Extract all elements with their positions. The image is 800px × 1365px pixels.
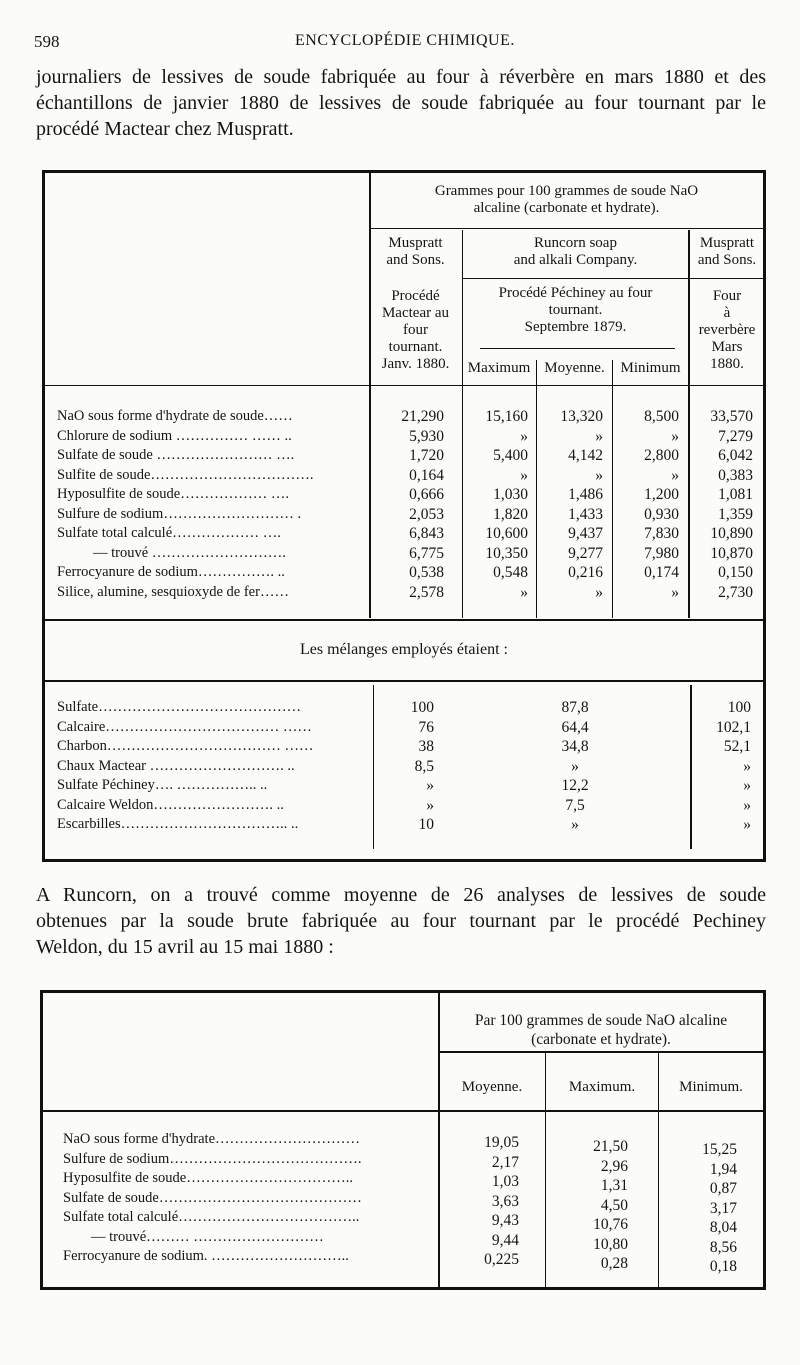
mix-label: Charbon……………………………… ……: [57, 738, 314, 754]
process-pechiney: Procédé Péchiney au four tournant. Septembre 1879.: [498, 285, 653, 335]
subcol-moyenne: Moyenne.: [544, 360, 605, 376]
intro-line: journaliers de lessives de soude fabriquée au four à réverbère en mars 1880 et des: [36, 66, 766, 88]
row-label: Sulfate de soude …………………… ….: [57, 447, 295, 463]
company-muspratt-2: Muspratt and Sons.: [697, 235, 757, 268]
row-labels-2: [63, 1130, 435, 1267]
row-label: Hyposulfite de soude……………… ….: [57, 486, 289, 502]
subcol-minimum-2: Minimum.: [679, 1079, 743, 1095]
col-maximum-2: 21,50 2,96 1,31 4,50 10,76 10,80 0,28: [593, 1138, 628, 1272]
mix-col-pechiney: 87,8 64,4 34,8 » 12,2 7,5 »: [561, 699, 589, 833]
mix-label: Escarbilles…………………………….. ..: [57, 816, 299, 832]
composition-table: [42, 170, 766, 862]
mix-col-reverbere: 100 102,1 52,1 » » » »: [716, 699, 751, 833]
process-mactear: Procédé Mactear au four tournant. Janv. 1880.: [381, 288, 450, 372]
subcol-maximum: Maximum: [467, 360, 531, 376]
intro-line: échantillons de janvier 1880 de lessives de soude fabriquée au four tournant par le: [36, 92, 766, 114]
mix-label: Calcaire……………………………… ……: [57, 718, 312, 735]
running-title: ENCYCLOPÉDIE CHIMIQUE.: [295, 32, 515, 49]
intro-line: procédé Mactear chez Muspratt.: [36, 118, 294, 140]
row-label: Sulfite de soude…………………………….: [57, 466, 314, 483]
row-label: — trouvé……… ………………………: [91, 1228, 324, 1245]
subcol-moyenne-2: Moyenne.: [461, 1079, 523, 1095]
row-label: Sulfure de sodium………………………………….: [63, 1150, 362, 1167]
row-label: — trouvé ……………………….: [93, 544, 286, 561]
row-label: Chlorure de sodium …………… …… ..: [57, 427, 292, 444]
col-minimum: 8,500 » 2,800 » 1,200 0,930 7,830 7,980 0,174 »: [644, 408, 679, 601]
page-number: 598: [34, 32, 60, 51]
row-label: Ferrocyanure de sodium……………. ..: [57, 564, 285, 580]
subcol-minimum: Minimum: [620, 360, 681, 376]
mix-labels: [57, 698, 369, 835]
group-header: Grammes pour 100 grammes de soude NaO alcaline (carbonate et hydrate).: [434, 183, 699, 216]
row-label: NaO sous forme d'hydrate de soude……: [57, 408, 293, 424]
mixtures-title: Les mélanges employés étaient :: [300, 641, 508, 658]
row-label: Sulfure de sodium……………………… .: [57, 505, 302, 522]
group-header-2: Par 100 grammes de soude NaO alcaline (carbonate et hydrate).: [474, 1012, 728, 1048]
row-labels: [57, 407, 367, 602]
paragraph-line: Weldon, du 15 avril au 15 mai 1880 :: [36, 936, 334, 958]
row-label: Silice, alumine, sesquioxyde de fer……: [57, 583, 289, 600]
row-label: Sulfate total calculé………………………………..: [63, 1209, 360, 1225]
col-maximum: 15,160 » 5,400 » 1,030 1,820 10,600 10,350 0,548 »: [485, 408, 528, 601]
runcorn-table: [40, 990, 766, 1290]
col-minimum-2: 15,25 1,94 0,87 3,17 8,04 8,56 0,18: [702, 1141, 737, 1275]
company-runcorn: Runcorn soap and alkali Company.: [513, 235, 638, 268]
col-moyenne: 13,320 » 4,142 » 1,486 1,433 9,437 9,277 0,216 »: [560, 408, 603, 601]
row-label: NaO sous forme d'hydrate…………………………: [63, 1131, 361, 1147]
paragraph-line: obtenues par la soude brute fabriquée au four tournant par le procédé Pechiney: [36, 910, 766, 932]
company-muspratt-1: Muspratt and Sons.: [386, 235, 445, 268]
mix-label: Calcaire Weldon……………………. ..: [57, 796, 284, 813]
mix-label: Chaux Mactear ………………………. ..: [57, 757, 295, 774]
intro-paragraph: [36, 64, 766, 142]
row-label: Sulfate total calculé……………… ….: [57, 525, 281, 541]
col-mactear: 21,290 5,930 1,720 0,164 0,666 2,053 6,843 6,775 0,538 2,578: [401, 408, 444, 601]
process-reverbere: Four à reverbère Mars 1880.: [698, 288, 756, 372]
mix-col-mactear: 100 76 38 8,5 » » 10: [410, 699, 434, 833]
mix-label: Sulfate……………………………………: [57, 699, 302, 715]
row-label: Hyposulfite de soude……………………………..: [63, 1170, 353, 1186]
row-label: Ferrocyanure de sodium. ………………………..: [63, 1248, 349, 1264]
mix-label: Sulfate Péchiney…. …………….. ..: [57, 777, 268, 793]
col-reverbere: 33,570 7,279 6,042 0,383 1,081 1,359 10,890 10,870 0,150 2,730: [710, 408, 753, 601]
runcorn-paragraph: [36, 882, 766, 960]
paragraph-line: A Runcorn, on a trouvé comme moyenne de 26 analyses de lessives de soude: [36, 884, 766, 906]
subcol-maximum-2: Maximum.: [568, 1079, 636, 1095]
row-label: Sulfate de soude……………………………………: [63, 1189, 362, 1206]
col-moyenne-2: 19,05 2,17 1,03 3,63 9,43 9,44 0,225: [484, 1134, 519, 1268]
